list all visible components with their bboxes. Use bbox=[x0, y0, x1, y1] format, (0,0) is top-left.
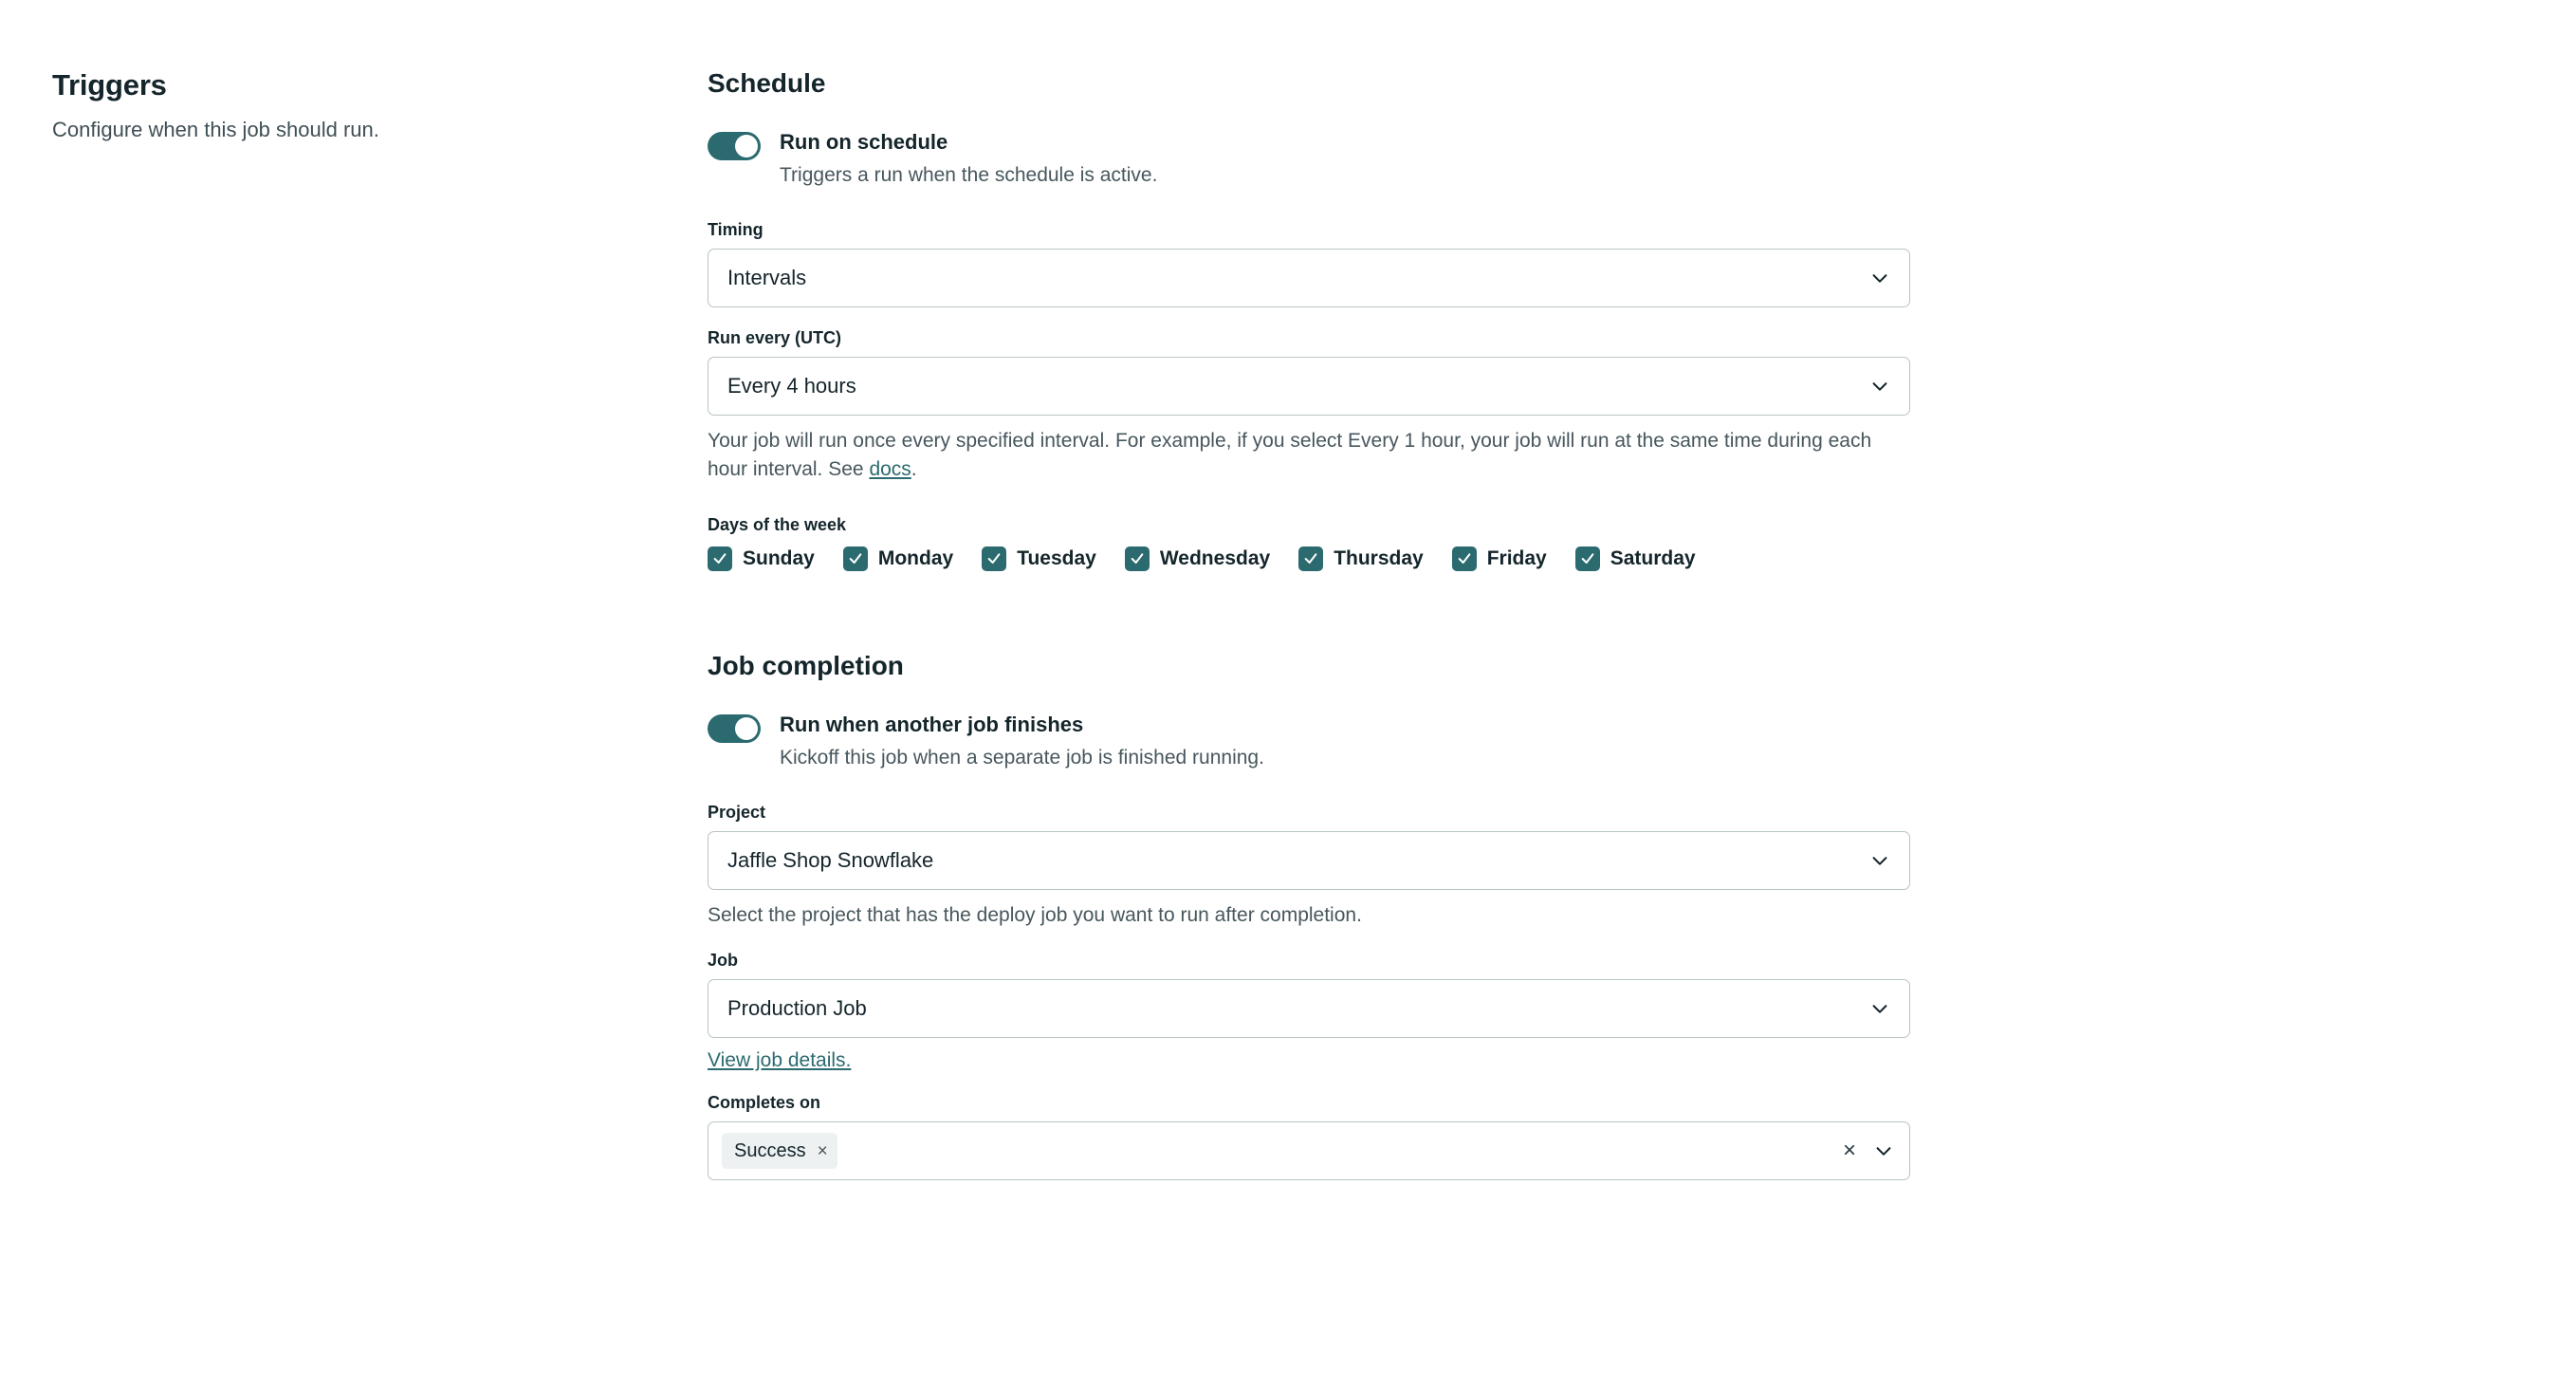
timing-label: Timing bbox=[708, 219, 764, 239]
project-field bbox=[708, 803, 1941, 930]
checkbox-checked-icon bbox=[982, 546, 1006, 571]
chip-remove-icon[interactable]: × bbox=[817, 1140, 828, 1161]
day-label: Friday bbox=[1486, 547, 1547, 570]
triggers-form bbox=[708, 68, 1941, 1201]
page-intro bbox=[52, 68, 659, 145]
day-label: Sunday bbox=[743, 547, 815, 570]
day-checkbox-thursday[interactable] bbox=[1298, 546, 1424, 571]
job-label: Job bbox=[708, 951, 739, 971]
chevron-down-icon bbox=[1869, 268, 1890, 288]
day-label: Wednesday bbox=[1159, 547, 1271, 570]
run-when-job-finishes-description: Kickoff this job when a separate job is finished running. bbox=[780, 746, 1264, 769]
completes-on-label: Completes on bbox=[708, 1093, 821, 1113]
days-of-week-label: Days of the week bbox=[708, 515, 847, 535]
day-label: Thursday bbox=[1334, 547, 1424, 570]
day-checkbox-friday[interactable] bbox=[1452, 546, 1547, 571]
project-value: Jaffle Shop Snowflake bbox=[727, 848, 934, 873]
run-when-job-finishes-texts bbox=[780, 712, 1264, 770]
day-checkbox-tuesday[interactable] bbox=[982, 546, 1096, 571]
toggle-knob bbox=[735, 135, 758, 157]
checkbox-checked-icon bbox=[1575, 546, 1600, 571]
run-on-schedule-texts bbox=[780, 129, 1157, 188]
job-completion-section-title: Job completion bbox=[708, 651, 904, 681]
day-checkbox-saturday[interactable] bbox=[1575, 546, 1696, 571]
days-of-week-group bbox=[708, 546, 1941, 571]
day-checkbox-monday[interactable] bbox=[843, 546, 953, 571]
run-every-helper-suffix: . bbox=[911, 457, 917, 480]
view-job-details-link[interactable]: View job details. bbox=[708, 1049, 852, 1072]
checkbox-checked-icon bbox=[843, 546, 868, 571]
run-on-schedule-description: Triggers a run when the schedule is active. bbox=[780, 163, 1158, 186]
chevron-down-icon bbox=[1869, 850, 1890, 871]
run-every-helper bbox=[708, 427, 1903, 484]
job-field bbox=[708, 951, 1941, 1072]
timing-select[interactable] bbox=[708, 249, 1910, 307]
day-checkbox-sunday[interactable] bbox=[708, 546, 815, 571]
checkbox-checked-icon bbox=[1452, 546, 1477, 571]
run-on-schedule-label: Run on schedule bbox=[780, 130, 948, 154]
run-every-helper-text: Your job will run once every specified interval. For example, if you select Every 1 hour, your job will run at the same time during each hour interval. See bbox=[708, 429, 1872, 480]
checkbox-checked-icon bbox=[1125, 546, 1150, 571]
run-on-schedule-toggle[interactable] bbox=[708, 132, 761, 160]
run-every-label: Run every (UTC) bbox=[708, 327, 842, 347]
day-label: Tuesday bbox=[1017, 547, 1096, 570]
page-description: Configure when this job should run. bbox=[52, 118, 379, 141]
run-when-job-finishes-label: Run when another job finishes bbox=[780, 713, 1084, 737]
timing-field bbox=[708, 220, 1941, 307]
completes-on-field bbox=[708, 1093, 1941, 1180]
toggle-knob bbox=[735, 717, 758, 740]
chevron-down-icon bbox=[1869, 376, 1890, 397]
chevron-down-icon[interactable] bbox=[1873, 1140, 1894, 1161]
run-on-schedule-row bbox=[708, 129, 1941, 188]
timing-value: Intervals bbox=[727, 265, 807, 289]
project-helper: Select the project that has the deploy job you want to run after completion. bbox=[708, 904, 1362, 927]
completes-on-multiselect[interactable] bbox=[708, 1121, 1910, 1180]
run-every-value: Every 4 hours bbox=[727, 373, 856, 398]
multiselect-actions bbox=[1843, 1139, 1894, 1162]
day-checkbox-wednesday[interactable] bbox=[1125, 546, 1270, 571]
clear-selection-icon[interactable]: × bbox=[1842, 1138, 1856, 1164]
run-every-select[interactable] bbox=[708, 357, 1910, 416]
job-details-line bbox=[708, 1049, 1941, 1072]
day-label: Saturday bbox=[1610, 547, 1696, 570]
completes-on-chip[interactable] bbox=[722, 1133, 837, 1169]
page-title: Triggers bbox=[52, 68, 167, 102]
run-when-job-finishes-row bbox=[708, 712, 1941, 770]
schedule-section-title: Schedule bbox=[708, 68, 826, 98]
project-select[interactable] bbox=[708, 831, 1910, 890]
project-label: Project bbox=[708, 803, 766, 823]
checkbox-checked-icon bbox=[708, 546, 732, 571]
job-select[interactable] bbox=[708, 979, 1910, 1038]
job-value: Production Job bbox=[727, 996, 867, 1021]
run-when-job-finishes-toggle[interactable] bbox=[708, 714, 761, 743]
chevron-down-icon bbox=[1869, 998, 1890, 1019]
day-label: Monday bbox=[877, 547, 954, 570]
run-every-field bbox=[708, 328, 1941, 484]
checkbox-checked-icon bbox=[1298, 546, 1323, 571]
chip-label: Success bbox=[734, 1139, 806, 1161]
docs-link[interactable]: docs bbox=[869, 457, 911, 480]
